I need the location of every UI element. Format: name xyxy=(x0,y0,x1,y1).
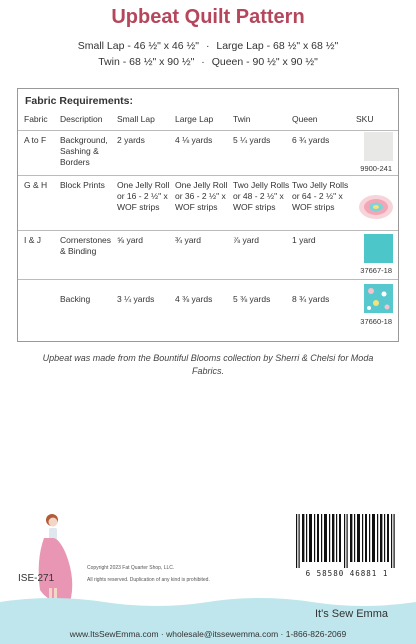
jelly-roll-icon xyxy=(358,193,394,221)
header-queen: Queen xyxy=(292,114,318,124)
header-sku: SKU xyxy=(356,114,374,124)
row3-description: Cornerstones & Binding xyxy=(60,235,112,256)
barcode-bars xyxy=(290,514,404,568)
size-large-lap: Large Lap - 68 ½" x 68 ½" xyxy=(216,40,339,52)
row4-twin: 5 ⅜ yards xyxy=(233,294,271,304)
row3-large: ¾ yard xyxy=(175,235,201,245)
row4-description: Backing xyxy=(60,294,91,304)
row2-queen: Two Jelly Rolls or 64 - 2 ½" x WOF strips xyxy=(292,180,349,212)
swatch-binding-fabric xyxy=(364,234,393,263)
header-fabric: Fabric xyxy=(24,114,48,124)
brand-name: It's Sew Emma xyxy=(315,608,389,620)
row-divider xyxy=(18,230,398,231)
row2-twin: Two Jelly Rolls or 48 - 2 ½" x WOF strips xyxy=(233,180,290,212)
size-separator: · xyxy=(205,40,210,52)
swatch-background-fabric xyxy=(364,132,393,161)
row1-sku: 9900-241 xyxy=(360,164,392,173)
sizes-line-2 xyxy=(0,54,416,70)
contact-line: www.ItsSewEmma.com · wholesale@itssewemma.com · 1-866-826-2069 xyxy=(69,629,347,639)
copyright-line-2: All rights reserved. Duplication of any kind is prohibited. xyxy=(87,577,210,583)
barcode-number: 6 58580 46881 1 xyxy=(305,569,389,578)
row-divider xyxy=(18,175,398,176)
row-divider xyxy=(18,130,398,131)
fabric-requirements-table xyxy=(17,88,399,342)
row3-twin: ⅞ yard xyxy=(233,235,259,245)
row1-fabric: A to F xyxy=(24,135,47,145)
row4-small: 3 ¼ yards xyxy=(117,294,155,304)
row2-description: Block Prints xyxy=(60,180,105,190)
row3-queen: 1 yard xyxy=(292,235,316,245)
barcode xyxy=(290,514,404,578)
row3-fabric: I & J xyxy=(24,235,42,245)
size-small-lap: Small Lap - 46 ½" x 46 ½" xyxy=(77,40,200,52)
page-title: Upbeat Quilt Pattern xyxy=(111,6,305,28)
copyright-line-1: Copyright 2023 Fat Quarter Shop, LLC. xyxy=(87,565,175,571)
size-separator: · xyxy=(201,56,205,68)
row3-sku: 37667-18 xyxy=(360,266,392,275)
row4-large: 4 ⅜ yards xyxy=(175,294,213,304)
header-large-lap: Large Lap xyxy=(175,114,214,124)
size-twin: Twin - 68 ½" x 90 ½" xyxy=(98,56,195,68)
copyright-notice xyxy=(87,562,210,586)
row3-small: ⅝ yard xyxy=(117,235,143,245)
row1-description: Background, Sashing & Borders xyxy=(60,135,108,167)
collection-credit: Upbeat was made from the Bountiful Blooms collection by Sherri & Chelsi for Moda Fabrics. xyxy=(42,353,374,376)
header-description: Description xyxy=(60,114,103,124)
row2-fabric: G & H xyxy=(24,180,48,190)
row-divider xyxy=(18,279,398,280)
row1-large: 4 ⅛ yards xyxy=(175,135,213,145)
sizes-line-1 xyxy=(0,38,416,54)
row2-large: One Jelly Roll or 36 - 2 ½" x WOF strips xyxy=(175,180,228,212)
row1-queen: 6 ¾ yards xyxy=(292,135,330,145)
quilt-sizes xyxy=(0,38,416,70)
header-twin: Twin xyxy=(233,114,251,124)
size-queen: Queen - 90 ½" x 90 ½" xyxy=(211,56,318,68)
requirements-title: Fabric Requirements: xyxy=(25,95,133,107)
row1-twin: 5 ¼ yards xyxy=(233,135,271,145)
swatch-backing-fabric xyxy=(364,284,393,313)
pattern-code: ISE-271 xyxy=(18,573,55,584)
row1-small: 2 yards xyxy=(117,135,145,145)
row4-queen: 8 ¾ yards xyxy=(292,294,330,304)
header-small-lap: Small Lap xyxy=(117,114,155,124)
row2-small: One Jelly Roll or 16 - 2 ½" x WOF strips xyxy=(117,180,170,212)
row4-sku: 37660-18 xyxy=(360,317,392,326)
